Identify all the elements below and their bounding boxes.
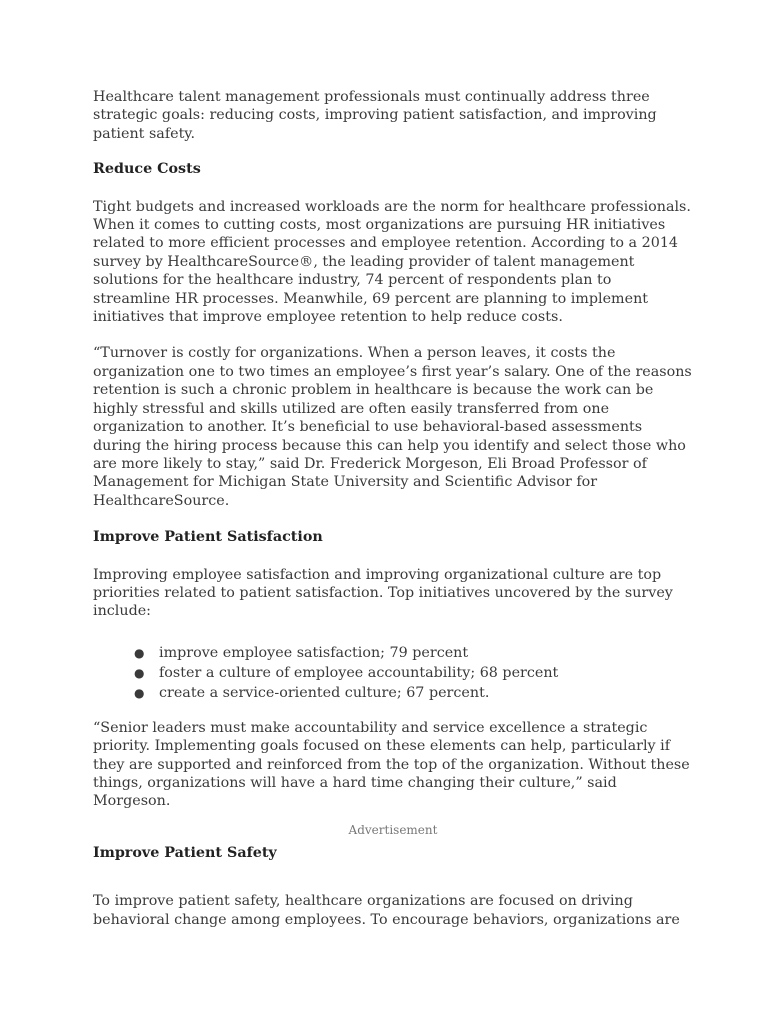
patient-satisfaction-quote-paragraph: “Senior leaders must make accountability and service excellence a strategic priority. Implementing goals focused on these elements can help, particularly if they are supported and reinforced from the top of the organization. Without these things, organizations will have a hard time changing their culture,” said Morgeson.	[93, 719, 690, 810]
advertisement-label: Advertisement	[348, 822, 438, 837]
bullet-icon: ●	[134, 685, 145, 700]
document-page	[93, 88, 693, 929]
intro-paragraph: Healthcare talent management professionals must continually address three strategic goals: reducing costs, improving patient satisfaction, and improving patient safety.	[93, 89, 657, 142]
bullet-icon: ●	[134, 645, 145, 660]
heading-reduce-costs: Reduce Costs	[93, 161, 201, 178]
reduce-costs-paragraph-1: Tight budgets and increased workloads are the norm for healthcare professionals. When it comes to cutting costs, most organizations are pursuing HR initiatives related to more efficient processes and employee retention. According to a 2014 survey by HealthcareSource®, the leading provider of talent management solutions for the healthcare industry, 74 percent of respondents plan to streamline HR processes. Meanwhile, 69 percent are planning to implement initiatives that improve employee retention to help reduce costs.	[93, 198, 691, 326]
patient-satisfaction-paragraph-1: Improving employee satisfaction and improving organizational culture are top priorities related to patient satisfaction. Top initiatives uncovered by the survey include:	[93, 566, 673, 620]
list-item	[134, 683, 693, 703]
list-item	[134, 643, 693, 663]
initiatives-bullet-list	[93, 643, 693, 703]
heading-improve-patient-satisfaction: Improve Patient Satisfaction	[93, 529, 323, 546]
bullet-icon: ●	[134, 665, 145, 680]
list-item-text: create a service-oriented culture; 67 percent.	[159, 684, 490, 701]
list-item-text: foster a culture of employee accountability; 68 percent	[159, 664, 559, 681]
list-item-text: improve employee satisfaction; 79 percent	[159, 644, 469, 661]
patient-safety-paragraph-1: To improve patient safety, healthcare organizations are focused on driving behavioral change among employees. To encourage behaviors, organizations are	[93, 893, 680, 928]
reduce-costs-quote-paragraph: “Turnover is costly for organizations. When a person leaves, it costs the organization one to two times an employee’s first year’s salary. One of the reasons retention is such a chronic problem in healthcare is because the work can be highly stressful and skills utilized are often easily transferred from one organization to another. It’s beneficial to use behavioral-based assessments during the hiring process because this can help you identify and select those who are more likely to stay,” said Dr. Frederick Morgeson, Eli Broad Professor of Management for Michigan State University and Scientific Advisor for HealthcareSource.	[93, 345, 692, 509]
heading-improve-patient-safety: Improve Patient Safety	[93, 844, 277, 861]
list-item	[134, 663, 693, 683]
